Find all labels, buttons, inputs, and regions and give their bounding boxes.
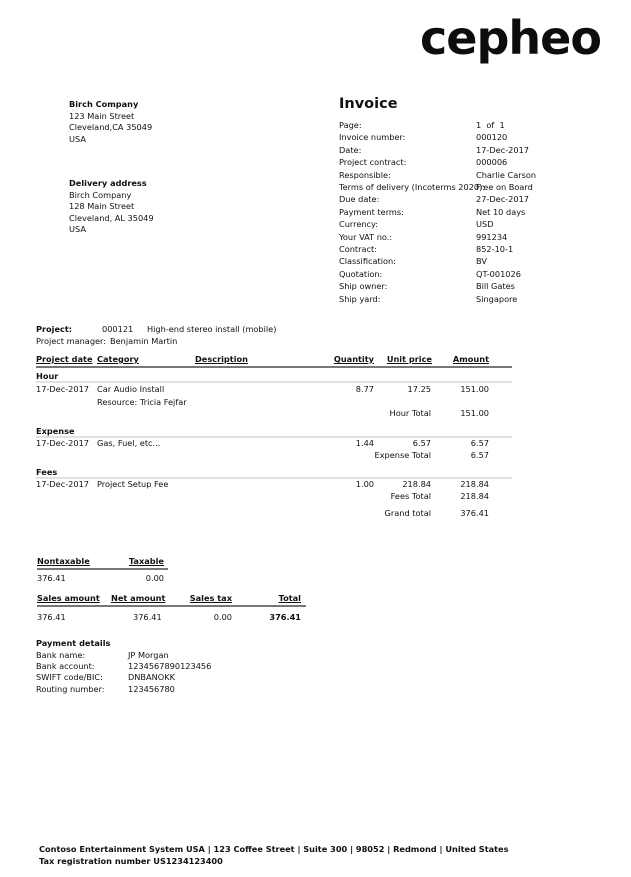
col-project-date: Project date — [36, 354, 93, 364]
col-unit-price: Unit price — [386, 354, 432, 364]
taxable-value: 0.00 — [145, 573, 164, 583]
field-value: Net 10 days — [476, 206, 526, 217]
field-label: Payment terms: — [339, 206, 404, 217]
field-value: QT-001026 — [476, 268, 521, 279]
field-label: Routing number: — [36, 683, 105, 694]
grand-total-value: 376.41 — [460, 508, 489, 518]
payment-details — [36, 638, 211, 695]
row-amount: 151.00 — [460, 384, 489, 394]
customer-name: Birch Company — [69, 99, 139, 109]
row-resource: Resource: Tricia Fejfar — [97, 397, 187, 407]
field-value: BV — [476, 256, 487, 267]
field-label: Contract: — [339, 244, 377, 255]
field-label: SWIFT code/BIC: — [36, 672, 103, 683]
invoice-field-due-date — [339, 193, 536, 205]
field-value: 1234567890123456 — [128, 661, 212, 671]
invoice-title: Invoice — [339, 96, 398, 112]
table-row — [36, 384, 512, 424]
col-nontaxable: Nontaxable — [37, 556, 90, 566]
field-label: Bank name: — [36, 649, 86, 660]
field-label: Responsible: — [339, 169, 391, 180]
row-amount: 218.84 — [460, 479, 489, 489]
tax-summary-header — [37, 556, 168, 570]
customer-address-line: USA — [69, 133, 86, 144]
customer-address — [69, 99, 152, 145]
row-quantity: 8.77 — [355, 384, 374, 394]
lines-table-header — [36, 354, 512, 368]
field-value: Charlie Carson — [476, 169, 537, 180]
sales-tax-value: 0.00 — [213, 612, 232, 622]
invoice-field-ship-yard — [339, 293, 536, 305]
net-amount-value: 376.41 — [133, 612, 162, 622]
row-unit-price: 6.57 — [412, 438, 431, 448]
row-category: Gas, Fuel, etc... — [97, 438, 161, 448]
tax-summary-row — [37, 573, 168, 583]
delivery-line: Cleveland, AL 35049 — [69, 212, 154, 223]
delivery-heading: Delivery address — [69, 178, 147, 188]
field-label: Date: — [339, 144, 362, 155]
field-label: Page: — [339, 120, 362, 130]
field-label: Quotation: — [339, 268, 383, 279]
delivery-line: 128 Main Street — [69, 201, 135, 212]
invoice-field-quotation — [339, 268, 536, 280]
invoice-field-project-contract — [339, 156, 536, 168]
totals-header — [37, 593, 306, 607]
row-unit-price: 218.84 — [402, 479, 431, 489]
col-total: Total — [278, 593, 301, 603]
invoice-fields — [339, 119, 536, 305]
payment-field-bank-account — [36, 661, 211, 672]
row-quantity: 1.44 — [355, 438, 374, 448]
group-total-value: 218.84 — [460, 491, 489, 501]
payment-field-routing — [36, 684, 211, 695]
delivery-line: USA — [69, 224, 86, 235]
invoice-field-payment-terms — [339, 206, 536, 218]
field-value: JP Morgan — [128, 649, 169, 660]
group-header-hour: Hour — [36, 371, 512, 383]
col-category: Category — [97, 354, 139, 364]
invoice-field-ship-owner — [339, 280, 536, 292]
field-value: 1 of 1 — [476, 120, 505, 130]
group-total-label: Fees Total — [390, 491, 431, 501]
field-label: Currency: — [339, 219, 379, 230]
delivery-line: Birch Company — [69, 189, 132, 200]
field-label: Ship yard: — [339, 293, 381, 304]
payment-field-swift — [36, 672, 211, 683]
project-manager: Benjamin Martin — [110, 335, 178, 346]
field-value: 17-Dec-2017 — [476, 144, 530, 155]
field-value: Singapore — [476, 293, 518, 304]
group-total-label: Hour Total — [389, 408, 431, 418]
field-label: Due date: — [339, 194, 380, 205]
invoice-field-number — [339, 131, 536, 143]
field-value: 000120 — [476, 132, 508, 143]
group-header-fees: Fees — [36, 467, 512, 479]
group-total-value: 6.57 — [470, 450, 489, 460]
invoice-field-contract — [339, 243, 536, 255]
table-row — [36, 438, 512, 462]
row-date: 17-Dec-2017 — [36, 384, 90, 394]
field-value: USD — [476, 219, 494, 230]
col-sales-amount: Sales amount — [37, 593, 100, 603]
row-date: 17-Dec-2017 — [36, 438, 90, 448]
col-description: Description — [195, 354, 248, 364]
field-label: Classification: — [339, 256, 396, 267]
project-label: Project: — [36, 324, 73, 334]
table-row — [36, 479, 512, 521]
field-value: 991234 — [476, 231, 508, 242]
delivery-address — [69, 178, 154, 236]
field-value: 000006 — [476, 157, 508, 168]
field-label: Bank account: — [36, 661, 95, 671]
col-sales-tax: Sales tax — [189, 593, 232, 603]
field-value: 27-Dec-2017 — [476, 194, 530, 205]
col-net-amount: Net amount — [111, 593, 166, 603]
row-category: Car Audio Install — [97, 384, 165, 394]
invoice-field-vat — [339, 231, 536, 243]
field-value: 123456780 — [128, 683, 175, 694]
project-manager-label: Project manager: — [36, 335, 107, 346]
project-info — [36, 324, 276, 347]
col-quantity: Quantity — [333, 354, 374, 364]
payment-field-bank-name — [36, 650, 211, 661]
invoice-field-terms-of-delivery — [339, 181, 536, 193]
col-amount: Amount — [452, 354, 489, 364]
nontaxable-value: 376.41 — [37, 573, 66, 583]
customer-address-line: Cleveland,CA 35049 — [69, 122, 153, 133]
invoice-field-currency — [339, 218, 536, 230]
footer-tax-registration: Tax registration number US1234123400 — [39, 855, 223, 866]
project-name: High-end stereo install (mobile) — [147, 324, 277, 334]
field-label: Terms of delivery (Incoterms 2020): — [339, 182, 486, 193]
group-total-label: Expense Total — [374, 450, 431, 460]
customer-address-line: 123 Main Street — [69, 110, 135, 121]
footer — [39, 844, 508, 867]
field-label: Invoice number: — [339, 132, 406, 143]
field-label: Your VAT no.: — [339, 231, 393, 242]
col-taxable: Taxable — [128, 556, 164, 566]
project-id: 000121 — [102, 324, 134, 334]
field-value: 852-10-1 — [476, 244, 514, 255]
field-value: DNBANOKK — [128, 672, 175, 683]
invoice-field-date — [339, 144, 536, 156]
field-label: Ship owner: — [339, 281, 388, 292]
invoice-field-responsible — [339, 169, 536, 181]
grand-total-label: Grand total — [384, 508, 431, 518]
row-quantity: 1.00 — [355, 479, 374, 489]
payment-heading: Payment details — [36, 638, 111, 648]
sales-amount-value: 376.41 — [37, 612, 66, 622]
invoice-field-page — [339, 119, 536, 131]
group-total-value: 151.00 — [460, 408, 489, 418]
totals-row — [37, 612, 306, 622]
invoice-field-classification — [339, 255, 536, 267]
row-category: Project Setup Fee — [97, 479, 169, 489]
footer-company-line: Contoso Entertainment System USA | 123 Coffee Street | Suite 300 | 98052 | Redmond | United States — [39, 844, 509, 854]
row-date: 17-Dec-2017 — [36, 479, 90, 489]
row-amount: 6.57 — [470, 438, 489, 448]
field-label: Project contract: — [339, 157, 407, 168]
field-value: Free on Board — [476, 182, 533, 193]
total-value: 376.41 — [269, 612, 301, 622]
row-unit-price: 17.25 — [407, 384, 431, 394]
field-value: Bill Gates — [476, 281, 515, 292]
company-logo: cepheo — [420, 11, 601, 65]
group-header-expense: Expense — [36, 426, 512, 438]
